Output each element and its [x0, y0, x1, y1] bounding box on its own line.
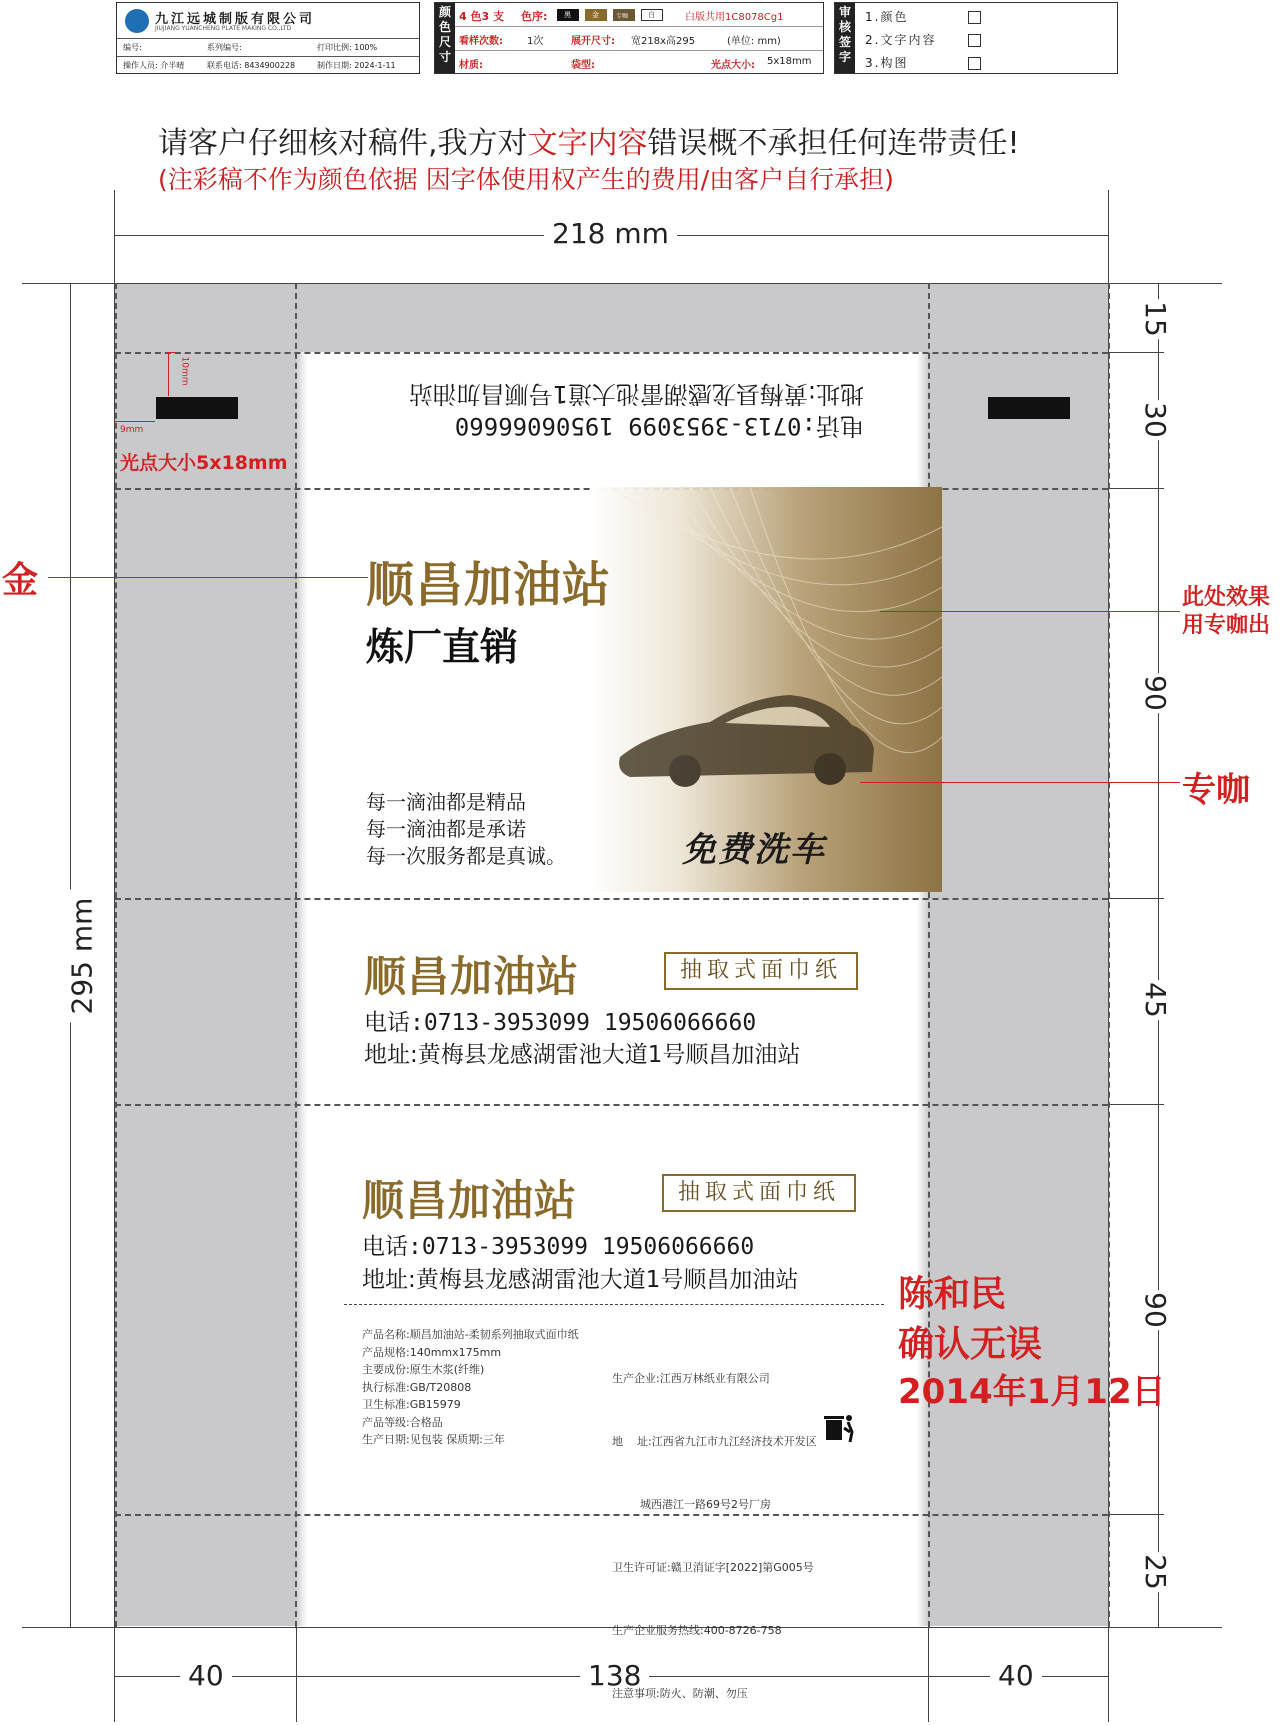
signature-date: 2014年1月12日 [898, 1372, 1166, 1412]
notice-highlight: 文字内容 [527, 126, 648, 161]
info-number: 编号: [123, 43, 142, 52]
review-vertical-label: 审核签字 [835, 3, 855, 73]
seg-40-right: 40 [990, 1660, 1042, 1692]
phone-line-2: 电话:0713-3953099 19506066660 [362, 1234, 755, 1260]
car-icon [619, 695, 874, 787]
card-brand-3: 顺昌加油站 [362, 1176, 578, 1225]
company-info-box [116, 2, 420, 74]
left-panel [115, 284, 295, 1626]
seg-90a: 90 [1138, 675, 1172, 711]
address-line-2: 地址:黄梅县龙感湖雷池大道1号顺昌加油站 [362, 1267, 799, 1293]
product-info-right: 生产企业:江西万林纸业有限公司 地 址:江西省九江市九江经济技术开发区 城西港江一路69号2号厂房 卫生许可证:赣卫消证字[2022]第G005号 生产企业服务热线:400-8726-758 注意事项:防火、防潮、勿压 [612, 1372, 817, 1700]
info-scale: 打印比例: 100% [317, 43, 378, 52]
spec-size-label: 展开尺寸: [571, 36, 615, 47]
dot-size-label: 光点大小5x18mm [120, 452, 288, 474]
signature-name: 陈和民 [898, 1274, 1007, 1315]
spec-proof-value: 1次 [527, 36, 544, 47]
product-info-left: 产品名称:顺昌加油站-柔韧系列抽取式面巾纸 产品规格:140mmx175mm 主要成份:原生木浆(纤维) 执行标准:GB/T20808 卫生标准:GB15979 产品等级:合格品 生产日期:见包装 保质期:三年 [362, 1328, 579, 1446]
width-dimension: 218 mm [544, 218, 677, 250]
card-brand-front: 顺昌加油站 [366, 557, 612, 613]
seg-40-left: 40 [180, 1660, 232, 1692]
tag-facial-tissue-1: 抽取式面巾纸 [664, 952, 858, 990]
seg-45: 45 [1138, 982, 1172, 1018]
company-name: 九江远城制版有限公司 [155, 12, 316, 27]
info-operator: 操作人员: 介半晴 [123, 61, 185, 70]
review-checkbox-text[interactable] [968, 34, 981, 47]
company-name-en: JIUJIANG YUANCHENG PLATE MAKING CO.,LTD [155, 25, 292, 32]
review-checkbox-color[interactable] [968, 11, 981, 24]
card-subtitle: 炼厂直销 [366, 625, 519, 669]
notice-line-1: 请客户仔细核对稿件,我方对文字内容错误概不承担任何连带责任! [158, 126, 1020, 161]
card-brand-2: 顺昌加油站 [364, 952, 580, 1001]
review-box [834, 2, 1118, 74]
spec-proof-label: 看样次数: [459, 36, 503, 47]
info-date: 制作日期: 2024-1-11 [317, 61, 396, 70]
review-item-text: 2.文字内容 [865, 33, 937, 47]
spec-bag-label: 袋型: [571, 60, 595, 71]
spec-unit: (单位: mm) [727, 36, 781, 47]
review-item-color: 1.颜色 [865, 10, 909, 24]
tag-facial-tissue-2: 抽取式面巾纸 [662, 1174, 856, 1212]
company-logo-icon [125, 9, 149, 33]
spec-color-count: 4 色3 支 [459, 10, 504, 23]
notice-line-2: (注彩稿不作为颜色依据 因字体使用权产生的费用/由客户自行承担) [158, 165, 894, 194]
seg-15: 15 [1138, 301, 1172, 337]
swatch-white: 白 [641, 9, 663, 21]
review-item-layout: 3.构图 [865, 56, 909, 70]
spec-material-label: 材质: [459, 60, 483, 71]
swatch-gold: 金 [585, 9, 607, 21]
mark-h-label: 9mm [120, 425, 144, 435]
seg-90b: 90 [1138, 1292, 1172, 1328]
mark-v-label: 10mm [179, 356, 190, 386]
free-wash: 免费洗车 [682, 830, 826, 870]
trash-bin-icon [822, 1410, 858, 1450]
info-phone: 联系电话: 8434900228 [207, 61, 296, 70]
slogan-2: 每一滴油都是承诺 [366, 817, 526, 841]
slogan-3: 每一次服务都是真诚。 [366, 844, 566, 868]
spec-size-value: 宽218x高295 [631, 36, 696, 47]
swatch-brown: 专咖 [613, 9, 635, 21]
gold-callout: 金 [2, 560, 39, 601]
address-line-1: 地址:黄梅县龙感湖雷池大道1号顺昌加油站 [364, 1042, 801, 1068]
phone-line-1: 电话:0713-3953099 19506066660 [364, 1010, 757, 1036]
seg-138: 138 [580, 1660, 649, 1692]
review-checkbox-layout[interactable] [968, 57, 981, 70]
spec-color-order-label: 色序: [521, 10, 548, 23]
signature-confirm: 确认无误 [898, 1324, 1043, 1365]
info-series: 系列编号: [207, 43, 242, 52]
effect-callout: 此处效果用专咖出 [1182, 585, 1271, 638]
mirrored-phone: 电话:0713-3953099 19506066660 [454, 412, 864, 440]
top-strip [295, 284, 929, 352]
registration-mark-left [156, 397, 238, 419]
spec-note: 白版共用1C8078Cg1 [685, 12, 784, 23]
seg-30: 30 [1138, 402, 1172, 438]
spec-dot-value: 5x18mm [767, 56, 812, 67]
height-dimension: 295 mm [66, 890, 98, 1023]
mirrored-address: 地址:黄梅县龙感湖雷池大道1号顺昌加油站 [408, 380, 864, 408]
spec-vertical-label: 颜色尺寸 [435, 3, 455, 73]
seg-25: 25 [1138, 1554, 1172, 1590]
slogan-1: 每一滴油都是精品 [366, 790, 526, 814]
special-brown-callout: 专咖 [1182, 770, 1250, 810]
right-panel [929, 284, 1108, 1626]
registration-mark-right [988, 397, 1070, 419]
spec-dot-label: 光点大小: [711, 60, 755, 71]
spec-box [434, 2, 824, 74]
swatch-black: 黑 [557, 9, 579, 21]
